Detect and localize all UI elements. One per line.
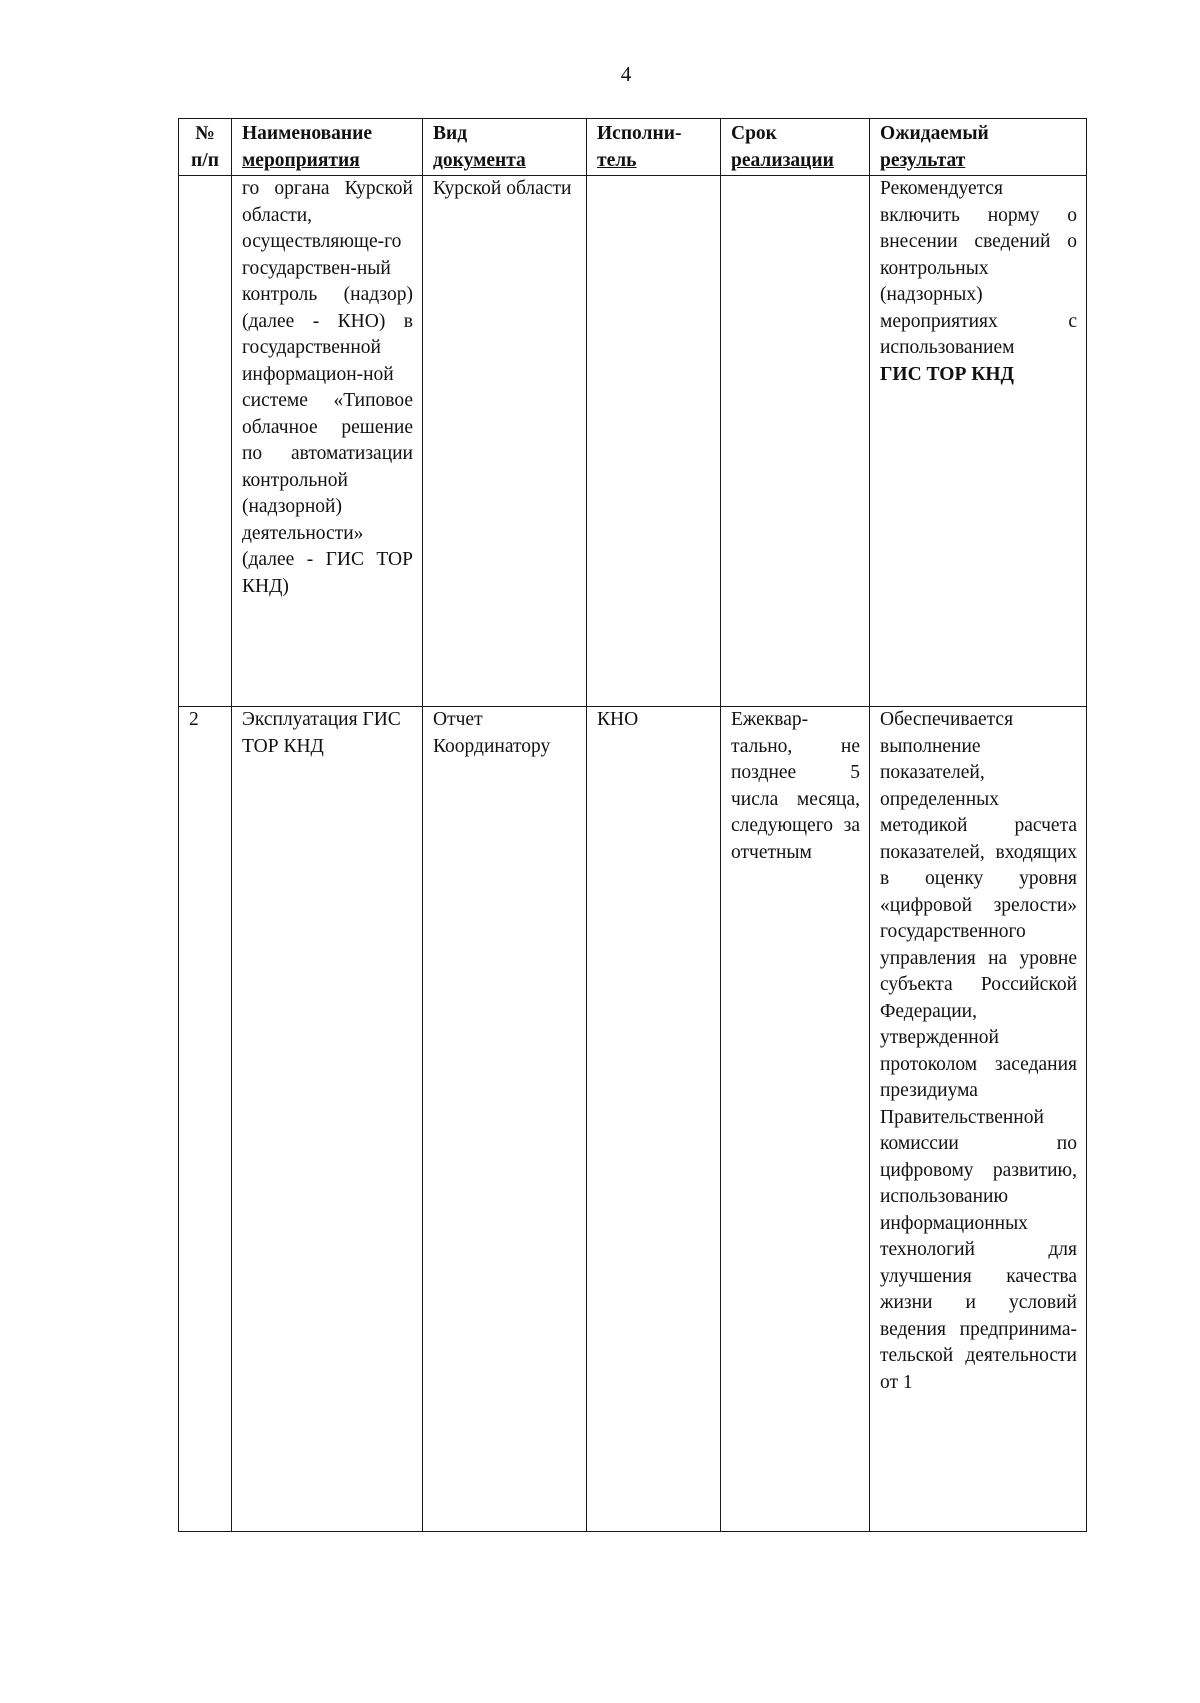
row2-number: 2 <box>179 707 232 1532</box>
row1-term <box>721 176 870 707</box>
row1-number <box>179 176 232 707</box>
header-term-line2: реализации <box>731 149 834 171</box>
table-row <box>179 707 1087 1532</box>
header-result-line2: результат <box>880 149 966 171</box>
page-number: 4 <box>620 62 632 86</box>
header-document-line1: Вид <box>433 123 468 144</box>
row1-expected-result <box>870 176 1087 707</box>
header-executor-line2: тель <box>597 149 637 171</box>
header-term <box>721 119 870 176</box>
row2-executor: КНО <box>587 707 721 1532</box>
header-number-line1: № <box>195 123 215 144</box>
header-term-line1: Срок <box>731 123 777 144</box>
header-number-line2: п/п <box>191 149 219 171</box>
header-document-line2: документа <box>433 149 526 171</box>
table-header-row <box>179 119 1087 176</box>
row2-expected-result: Обеспечивается выполнение показателей, определенных методикой расчета показателей, входящих в оценку уровня «цифровой зрелости» государственного управления на уровне субъекта Российской Федерации, утвержденной протоколом заседания президиума Правительственной комиссии по цифровому развитию, использованию информационных технологий для улучшения качества жизни и условий ведения предпринима-тельской деятельности от 1 <box>870 707 1087 1532</box>
row2-term: Ежеквар-тально, не позднее 5 числа месяца, следующего за отчетным <box>721 707 870 1532</box>
row1-result-system: ГИС ТОР КНД <box>880 363 1014 385</box>
row1-result-text: Рекомендуется включить норму о внесении сведений о контрольных (надзорных) мероприятиях с использованием <box>880 178 1077 358</box>
header-number <box>179 119 232 176</box>
header-name <box>232 119 423 176</box>
header-result-line1: Ожидаемый <box>880 123 989 144</box>
row2-name: Эксплуатация ГИС ТОР КНД <box>232 707 423 1532</box>
header-name-line2: мероприятия <box>242 149 360 171</box>
header-name-line1: Наименование <box>242 123 372 144</box>
table-row <box>179 176 1087 707</box>
header-document-type <box>423 119 587 176</box>
header-expected-result <box>870 119 1087 176</box>
header-executor <box>587 119 721 176</box>
header-executor-line1: Исполни- <box>597 123 682 144</box>
row1-document-type: Курской области <box>423 176 587 707</box>
row2-document-type: Отчет Координатору <box>423 707 587 1532</box>
row1-name: го органа Курской области, осуществляюще-го государствен-ный контроль (надзор) (далее - КНО) в государственной информацион-ной системе «Типовое облачное решение по автоматизации контрольной (надзорной) деятельности» (далее - ГИС ТОР КНД) <box>232 176 423 707</box>
measures-table <box>178 118 1087 1532</box>
row1-executor <box>587 176 721 707</box>
